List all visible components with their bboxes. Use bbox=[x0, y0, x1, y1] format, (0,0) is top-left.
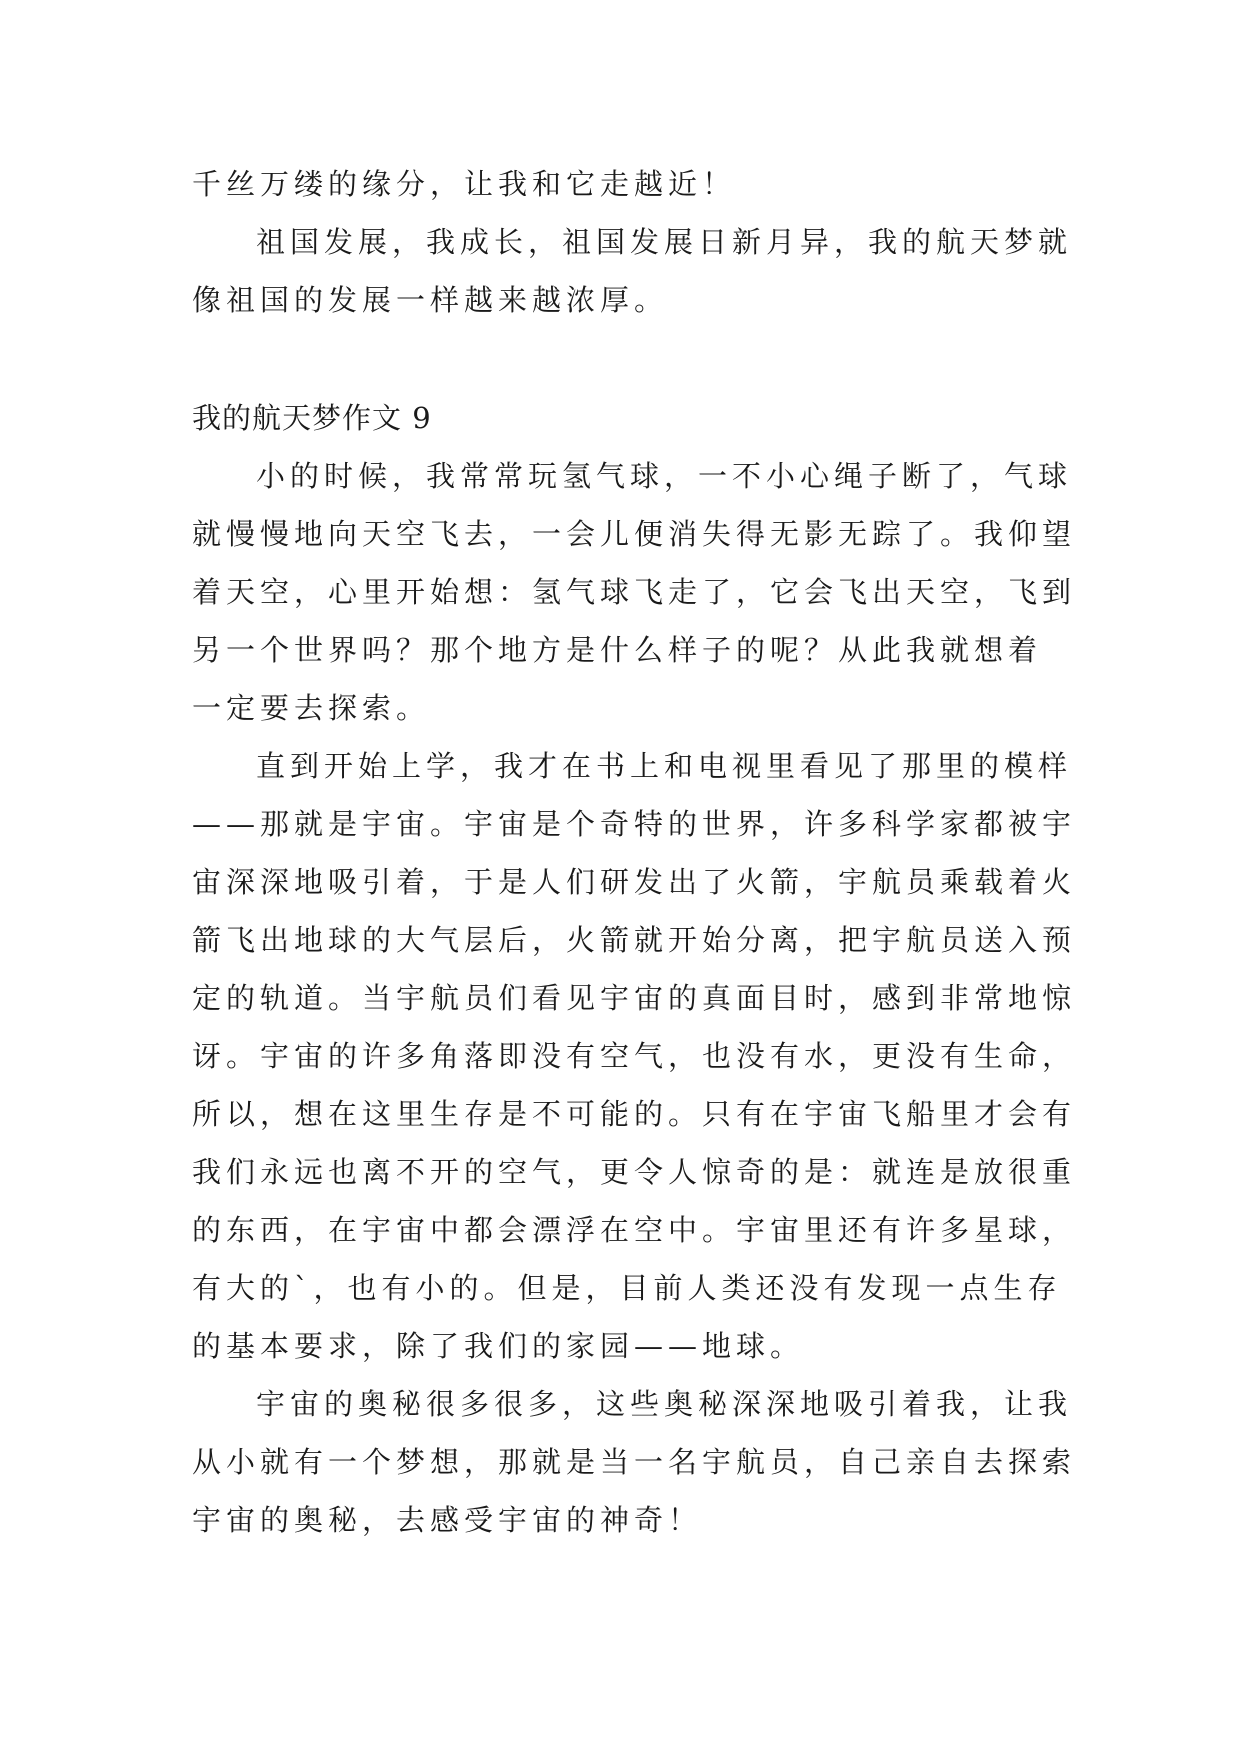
text-line: 就慢慢地向天空飞去，一会儿便消失得无影无踪了。我仰望 bbox=[192, 517, 1077, 551]
text-line: 箭飞出地球的大气层后，火箭就开始分离，把宇航员送入预 bbox=[192, 923, 1077, 957]
text-line: 讶。宇宙的许多角落即没有空气，也没有水，更没有生命， bbox=[192, 1039, 1077, 1073]
paragraph-gap bbox=[192, 329, 1050, 389]
paragraph-3 bbox=[192, 1375, 1077, 1549]
text-line: 的东西，在宇宙中都会漂浮在空中。宇宙里还有许多星球， bbox=[192, 1213, 1077, 1247]
text-line: 直到开始上学，我才在书上和电视里看见了那里的模样 bbox=[256, 749, 1073, 783]
text-line: 宇宙的奥秘很多很多，这些奥秘深深地吸引着我，让我 bbox=[256, 1387, 1073, 1421]
text-line: 我们永远也离不开的空气，更令人惊奇的是：就连是放很重 bbox=[192, 1155, 1077, 1189]
text-line: 祖国发展，我成长，祖国发展日新月异，我的航天梦就 bbox=[256, 225, 1073, 259]
text-line: 所以，想在这里生存是不可能的。只有在宇宙飞船里才会有 bbox=[192, 1097, 1077, 1131]
text-line: 从小就有一个梦想，那就是当一名宇航员，自己亲自去探索 bbox=[192, 1445, 1077, 1479]
text-line: 小的时候，我常常玩氢气球，一不小心绳子断了，气球 bbox=[256, 459, 1073, 493]
text-line: 定的轨道。当宇航员们看见宇宙的真面目时，感到非常地惊 bbox=[192, 981, 1077, 1015]
text-line: 宇宙的奥秘，去感受宇宙的神奇！ bbox=[192, 1503, 703, 1537]
text-line: 像祖国的发展一样越来越浓厚。 bbox=[192, 283, 669, 317]
text-line: 千丝万缕的缘分，让我和它走越近！ bbox=[192, 167, 737, 201]
text-line: 着天空，心里开始想：氢气球飞走了，它会飞出天空，飞到 bbox=[192, 575, 1077, 609]
document-page bbox=[192, 155, 1077, 1549]
text-line: 有大的`，也有小的。但是，目前人类还没有发现一点生存 bbox=[192, 1271, 1062, 1305]
paragraph-1 bbox=[192, 447, 1077, 737]
text-line: 的基本要求，除了我们的家园——地球。 bbox=[192, 1329, 805, 1363]
text-line: 一定要去探索。 bbox=[192, 691, 431, 725]
text-line: ——那就是宇宙。宇宙是个奇特的世界，许多科学家都被宇 bbox=[192, 807, 1077, 841]
text-line: 另一个世界吗？那个地方是什么样子的呢？从此我就想着 bbox=[192, 633, 1043, 667]
text-line: 宙深深地吸引着，于是人们研发出了火箭，宇航员乘载着火 bbox=[192, 865, 1077, 899]
paragraph-2 bbox=[192, 737, 1077, 1375]
essay-title: 我的航天梦作文 9 bbox=[192, 401, 432, 435]
